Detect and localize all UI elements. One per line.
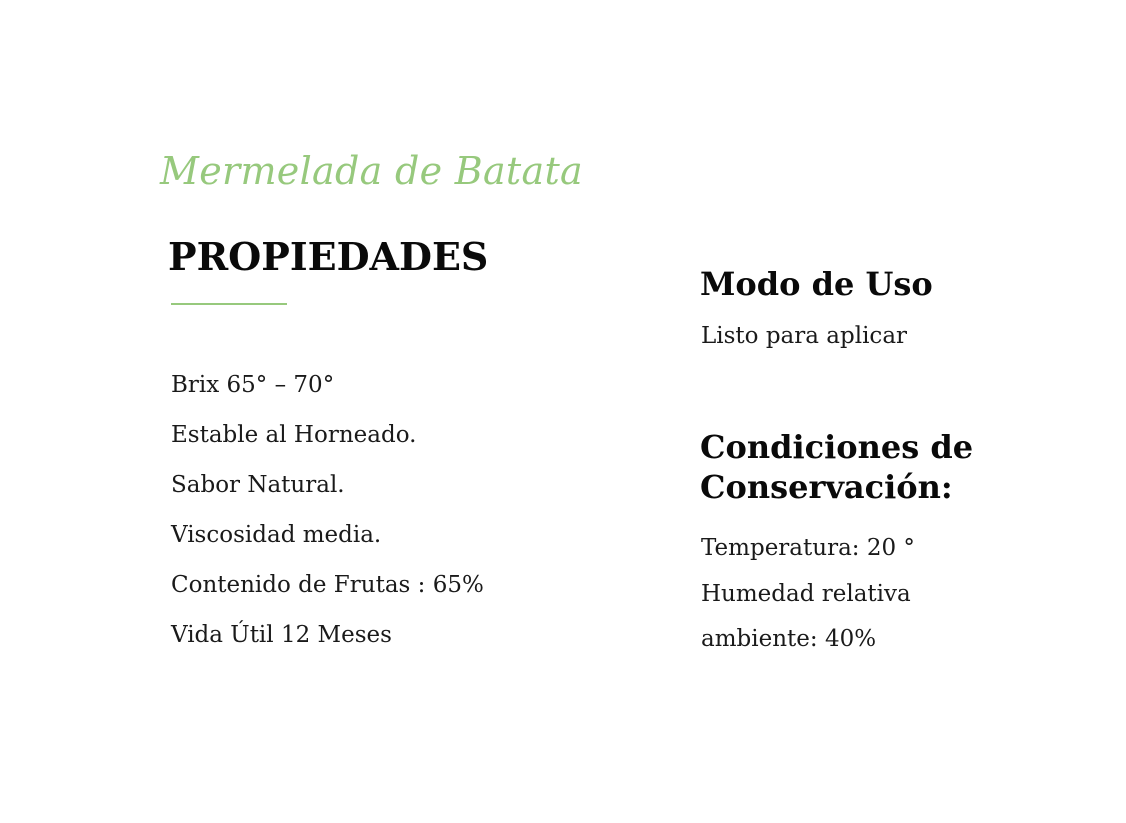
property-baking-stable: Estable al Horneado. <box>171 422 417 448</box>
heading-accent-divider <box>171 303 287 305</box>
properties-heading: PROPIEDADES <box>168 234 489 279</box>
property-brix: Brix 65° – 70° <box>171 372 335 398</box>
conservation-heading-line1: Condiciones de <box>700 428 974 466</box>
usage-heading: Modo de Uso <box>700 265 933 303</box>
conservation-humidity-line2: ambiente: 40% <box>701 626 877 652</box>
property-natural-flavor: Sabor Natural. <box>171 472 345 498</box>
property-fruit-content: Contenido de Frutas : 65% <box>171 572 484 598</box>
properties-list <box>171 360 484 660</box>
property-shelf-life: Vida Útil 12 Meses <box>171 622 392 648</box>
product-title: Mermelada de Batata <box>160 149 583 193</box>
conservation-heading <box>700 427 1000 507</box>
conservation-temperature: Temperatura: 20 ° <box>701 535 915 561</box>
property-viscosity: Viscosidad media. <box>171 522 382 548</box>
usage-text: Listo para aplicar <box>701 323 908 349</box>
conservation-humidity-line1: Humedad relativa <box>701 580 911 607</box>
conservation-list <box>701 526 915 663</box>
conservation-heading-line2: Conservación: <box>700 468 953 506</box>
